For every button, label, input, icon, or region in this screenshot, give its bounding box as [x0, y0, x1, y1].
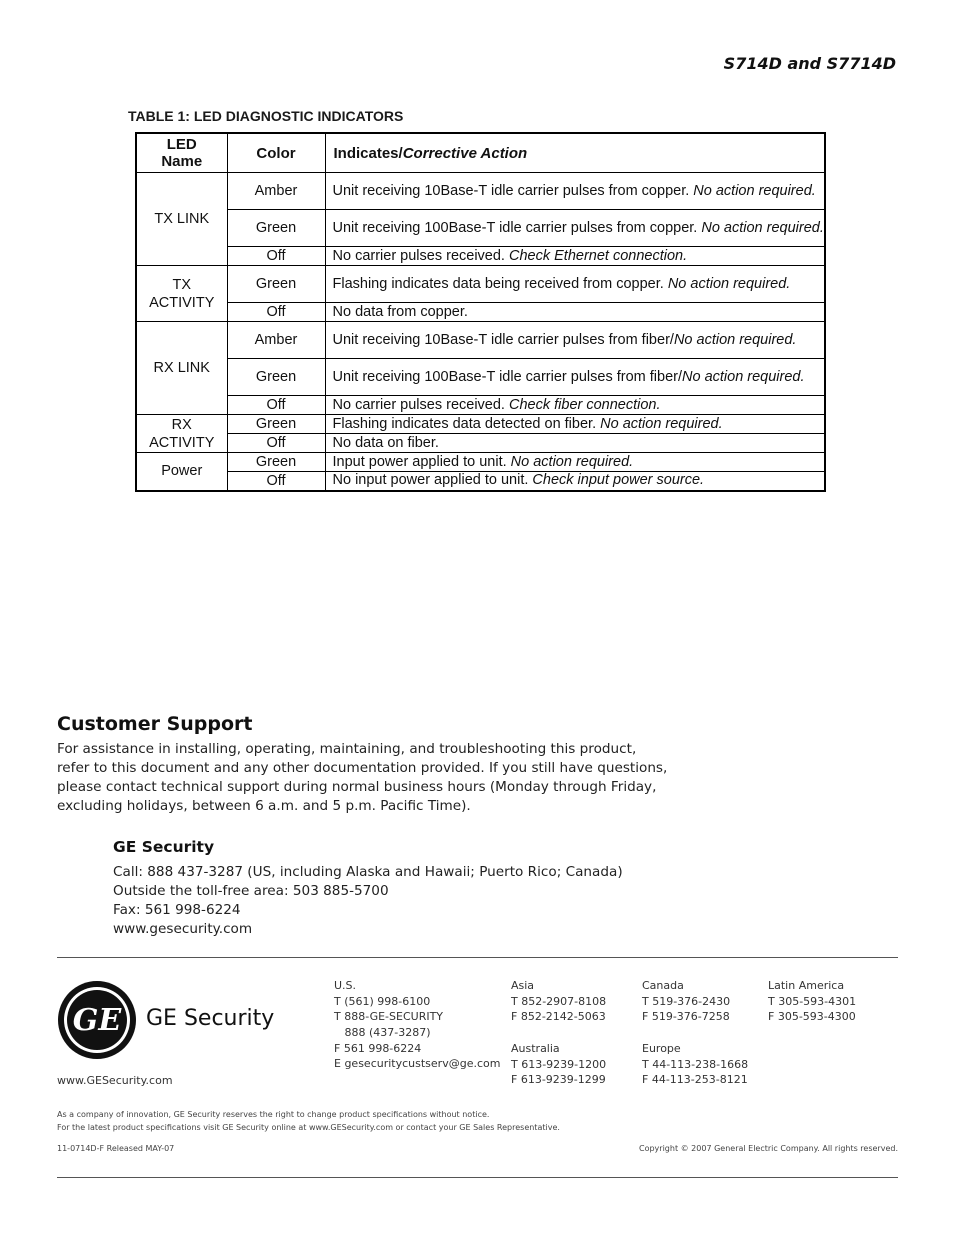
- row-indication: No data on fiber.: [325, 434, 825, 453]
- copyright-notice: Copyright © 2007 General Electric Company. All rights reserved.: [639, 1144, 898, 1153]
- row-color: Off: [227, 247, 325, 266]
- fine-print-1: As a company of innovation, GE Security reserves the right to change product specifications without notice.: [57, 1110, 490, 1119]
- contact-canada: Canada T 519-376-2430 F 519-376-7258: [642, 979, 731, 1024]
- row-indication: Unit receiving 10Base-T idle carrier pulses from copper. No action required.: [325, 173, 825, 210]
- table-row: [136, 303, 825, 322]
- row-indication: No carrier pulses received. Check Ethernet connection.: [325, 247, 825, 266]
- support-body-line: refer to this document and any other documentation provided. If you still have questions,: [57, 760, 668, 776]
- table-row: [136, 434, 825, 453]
- table-row: [136, 359, 825, 396]
- row-color: Amber: [227, 322, 325, 359]
- row-color: Green: [227, 415, 325, 434]
- row-indication: Input power applied to unit. No action required.: [325, 453, 825, 472]
- contact-latin-america: Latin America T 305-593-4301 F 305-593-4300: [768, 979, 857, 1024]
- row-color: Off: [227, 472, 325, 491]
- contact-us-email[interactable]: E gesecuritycustserv@ge.com: [334, 1057, 501, 1071]
- led-diagnostic-table: [135, 132, 826, 492]
- led-name-tx-activity: TX ACTIVITY: [136, 266, 227, 322]
- table-row: [136, 210, 825, 247]
- support-body-line: For assistance in installing, operating, maintaining, and troubleshooting this product,: [57, 741, 637, 757]
- led-name-rx-activity: RX ACTIVITY: [136, 415, 227, 453]
- support-fax-line: Fax: 561 998-6224: [113, 902, 241, 918]
- header-led-label: LED: [166, 136, 197, 153]
- contact-us: U.S. T (561) 998-6100 T 888-GE-SECURITY 888 (437-3287) F 561 998-6224 E gesecuritycustserv@ge.com: [334, 979, 501, 1071]
- fine-print-2: For the latest product specifications visit GE Security online at www.GESecurity.com or contact your GE Sales Representative.: [57, 1123, 560, 1132]
- table-header-row: [136, 133, 825, 173]
- row-color: Green: [227, 359, 325, 396]
- logo-monogram: GE: [72, 1003, 122, 1038]
- contact-asia: Asia T 852-2907-8108 F 852-2142-5063: [511, 979, 607, 1024]
- header-indicates: [325, 133, 825, 173]
- contact-australia: Australia T 613-9239-1200 F 613-9239-1299: [511, 1042, 607, 1087]
- ge-logo-icon: [57, 980, 137, 1060]
- logo-wordmark: GE Security: [146, 1006, 275, 1031]
- row-indication: Unit receiving 10Base-T idle carrier pulses from fiber/No action required.: [325, 322, 825, 359]
- row-indication: Unit receiving 100Base-T idle carrier pulses from copper. No action required.: [325, 210, 825, 247]
- led-name-rx-link: RX LINK: [136, 322, 227, 415]
- led-name-power: Power: [136, 453, 227, 491]
- support-outside-line: Outside the toll-free area: 503 885-5700: [113, 883, 389, 899]
- support-body-line: excluding holidays, between 6 a.m. and 5 p.m. Pacific Time).: [57, 798, 471, 814]
- table-row: [136, 173, 825, 210]
- row-color: Off: [227, 434, 325, 453]
- header-led-name: [136, 133, 227, 173]
- row-indication: No data from copper.: [325, 303, 825, 322]
- document-model-title: S714D and S7714D: [723, 54, 896, 73]
- header-indicates-label: Indicates/: [333, 144, 403, 162]
- row-indication: Unit receiving 100Base-T idle carrier pulses from fiber/No action required.: [325, 359, 825, 396]
- row-indication: No carrier pulses received. Check fiber connection.: [325, 396, 825, 415]
- table-row: [136, 472, 825, 491]
- row-color: Off: [227, 396, 325, 415]
- ge-security-heading: GE Security: [113, 838, 215, 856]
- ge-security-contact: [113, 863, 623, 939]
- table-row: [136, 453, 825, 472]
- table-row: [136, 247, 825, 266]
- support-body-line: please contact technical support during normal business hours (Monday through Friday,: [57, 779, 657, 795]
- document-id: 11-0714D-F Released MAY-07: [57, 1144, 175, 1153]
- row-color: Off: [227, 303, 325, 322]
- footer-website-link[interactable]: www.GESecurity.com: [57, 1074, 173, 1087]
- support-call-line: Call: 888 437-3287 (US, including Alaska and Hawaii; Puerto Rico; Canada): [113, 864, 623, 880]
- table-row: [136, 415, 825, 434]
- support-web-link[interactable]: www.gesecurity.com: [113, 921, 253, 937]
- customer-support-heading: Customer Support: [57, 713, 253, 735]
- header-color: Color: [227, 133, 325, 173]
- led-name-tx-link: TX LINK: [136, 173, 227, 266]
- row-color: Green: [227, 453, 325, 472]
- row-color: Amber: [227, 173, 325, 210]
- header-name-label: Name: [161, 153, 203, 170]
- table-row: [136, 322, 825, 359]
- table-row: [136, 266, 825, 303]
- footer-bottom-divider: [57, 1177, 898, 1178]
- table-row: [136, 396, 825, 415]
- row-indication: Flashing indicates data detected on fiber. No action required.: [325, 415, 825, 434]
- contact-europe: Europe T 44-113-238-1668 F 44-113-253-8121: [642, 1042, 749, 1087]
- customer-support-body: [57, 740, 677, 816]
- header-corrective-label: Corrective Action: [402, 144, 528, 162]
- row-color: Green: [227, 266, 325, 303]
- table-title: TABLE 1: LED DIAGNOSTIC INDICATORS: [128, 108, 404, 124]
- footer-top-divider: [57, 957, 898, 958]
- row-indication: No input power applied to unit. Check input power source.: [325, 472, 825, 491]
- row-color: Green: [227, 210, 325, 247]
- row-indication: Flashing indicates data being received from copper. No action required.: [325, 266, 825, 303]
